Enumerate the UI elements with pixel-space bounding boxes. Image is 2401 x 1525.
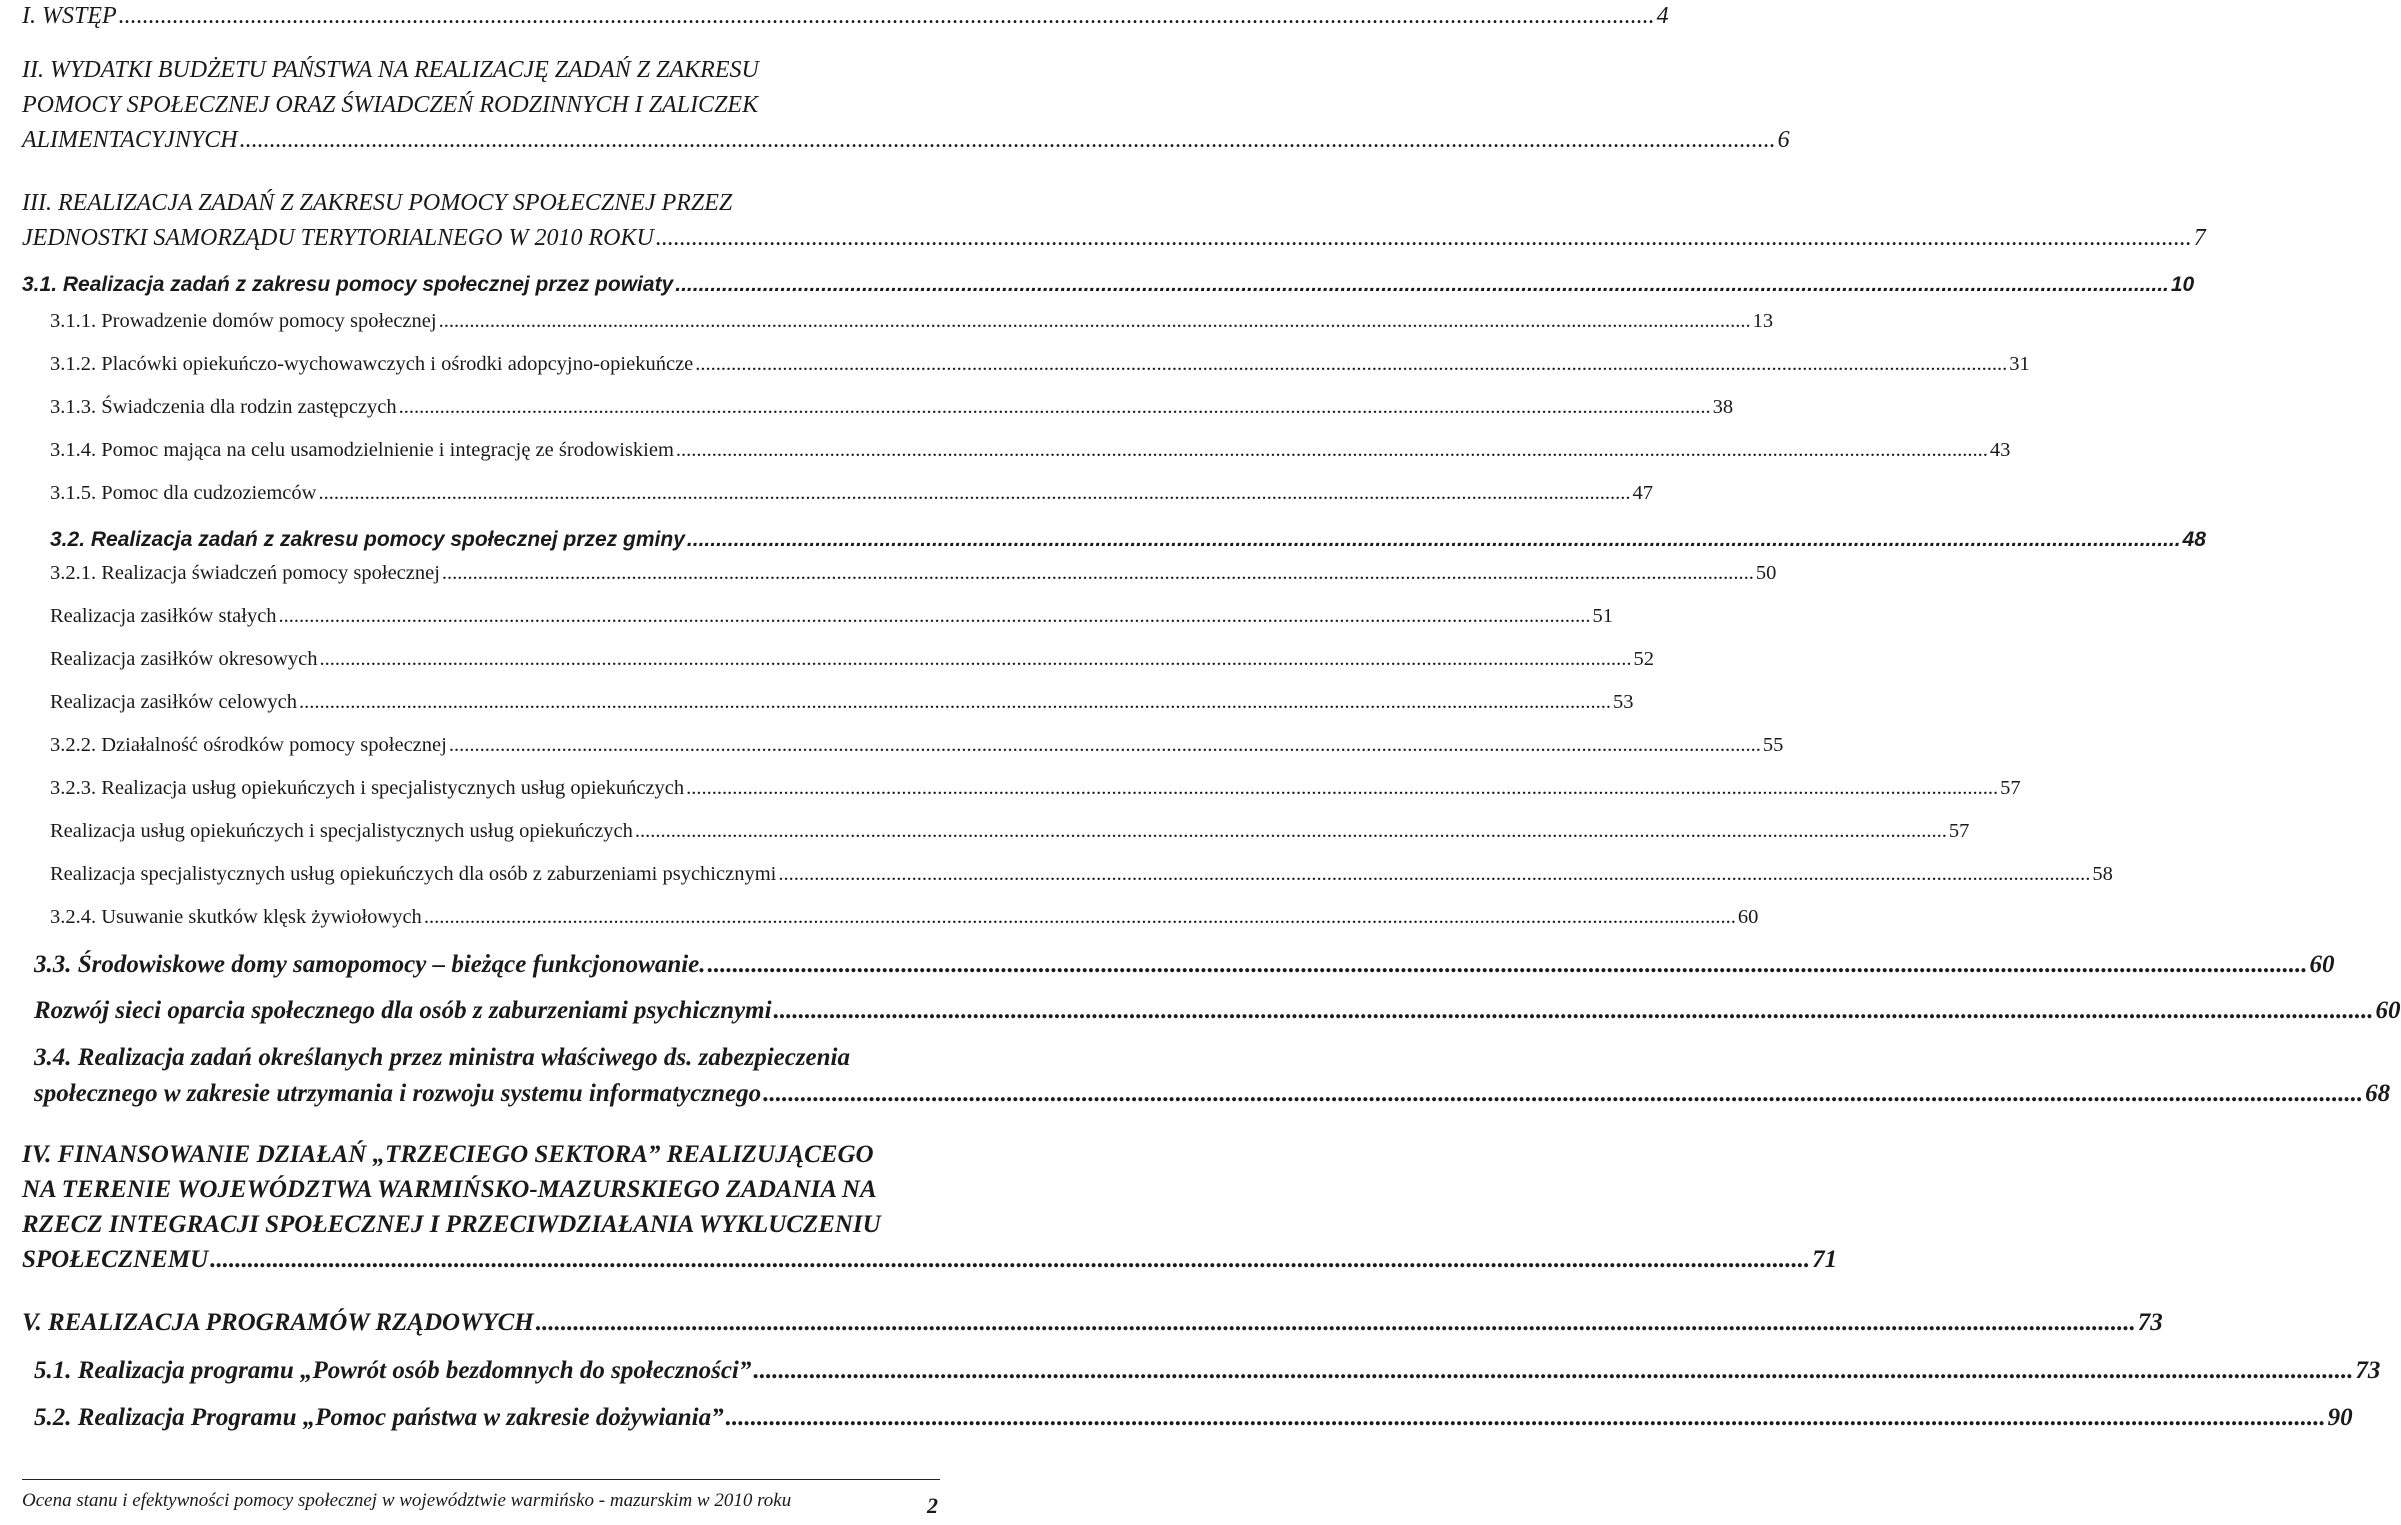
leader-dots bbox=[320, 647, 1632, 672]
leader-dots bbox=[399, 395, 1711, 420]
leader-dots bbox=[210, 1245, 1810, 1275]
toc-entry-3-2-4[interactable] bbox=[50, 905, 1759, 930]
toc-entry-realizacja-zadan[interactable] bbox=[22, 189, 2206, 253]
leader-dots bbox=[676, 438, 1988, 463]
toc-page-number: 71 bbox=[1812, 1246, 1838, 1273]
toc-page-number: 48 bbox=[2182, 528, 2206, 551]
leader-dots bbox=[119, 2, 1655, 31]
toc-page-number: 31 bbox=[2009, 353, 2030, 375]
toc-entry-3-2-1[interactable] bbox=[50, 561, 1777, 586]
toc-entry-title: 3.1. Realizacja zadań z zakresu pomocy społecznej przez powiaty bbox=[22, 273, 674, 296]
leader-dots bbox=[675, 272, 2169, 297]
leader-dots bbox=[708, 950, 2308, 980]
toc-entry-finansowanie[interactable] bbox=[22, 1140, 1838, 1275]
toc-entry-title: II. WYDATKI BUDŻETU PAŃSTWA NA REALIZACJĘ ZADAŃ Z ZAKRESU bbox=[22, 57, 759, 83]
leader-dots bbox=[635, 819, 1947, 844]
toc-entry-title: społecznego w zakresie utrzymania i rozwoju systemu informatycznego bbox=[34, 1080, 762, 1107]
toc-entry-title: Realizacja zasiłków stałych bbox=[50, 605, 277, 627]
toc-entry-wstep[interactable] bbox=[22, 2, 1669, 31]
toc-entry-title: I. WSTĘP bbox=[22, 3, 117, 29]
toc-page-number: 10 bbox=[2170, 273, 2195, 296]
toc-entry-title: Realizacja specjalistycznych usług opiekuńczych dla osób z zaburzeniami psychicznymi bbox=[50, 863, 777, 885]
toc-entry-3-1-3[interactable] bbox=[50, 395, 1734, 420]
toc-entry-3-3[interactable] bbox=[34, 950, 2335, 980]
toc-page-number: 60 bbox=[2375, 997, 2401, 1024]
toc-entry-wydatki[interactable] bbox=[22, 56, 1790, 154]
toc-entry-3-4[interactable] bbox=[34, 1043, 2391, 1109]
leader-dots bbox=[753, 1356, 2353, 1386]
toc-page-number: 51 bbox=[1592, 605, 1614, 627]
leader-dots bbox=[695, 352, 2007, 377]
toc-entry-3-1-4[interactable] bbox=[50, 438, 2011, 463]
toc-entry-3-1-5[interactable] bbox=[50, 481, 1653, 506]
leader-dots bbox=[778, 862, 2090, 887]
leader-dots bbox=[240, 126, 1776, 155]
toc-page-number: 53 bbox=[1613, 691, 1634, 713]
toc-entry-title: 3.2.3. Realizacja usług opiekuńczych i specjalistycznych usług opiekuńczych bbox=[50, 777, 685, 799]
toc-entry-title: ALIMENTACYJNYCH bbox=[22, 126, 238, 153]
toc-entry-title: 3.2. Realizacja zadań z zakresu pomocy społecznej przez gminy bbox=[50, 528, 685, 551]
toc-page-number: 43 bbox=[1989, 439, 2011, 461]
toc-entry-zasilki-celowe[interactable] bbox=[50, 690, 1634, 715]
toc-entry-title: RZECZ INTEGRACJI SPOŁECZNEJ I PRZECIWDZIAŁANIA WYKLUCZENIU bbox=[22, 1211, 881, 1238]
toc-page-number: 57 bbox=[1948, 820, 1970, 842]
leader-dots bbox=[656, 224, 2192, 253]
toc-page-number: 47 bbox=[1632, 482, 1653, 504]
toc-entry-3-1[interactable] bbox=[22, 272, 2195, 297]
toc-entry-title: V. REALIZACJA PROGRAMÓW RZĄDOWYCH bbox=[22, 1309, 534, 1336]
toc-entry-programy-rzadowe[interactable] bbox=[22, 1308, 2163, 1338]
toc-page-number: 58 bbox=[2092, 863, 2113, 885]
toc-page-number: 68 bbox=[2365, 1080, 2391, 1107]
toc-page-number: 57 bbox=[2000, 777, 2021, 799]
toc-entry-title: 3.1.1. Prowadzenie domów pomocy społecznej bbox=[50, 310, 437, 332]
leader-dots bbox=[774, 996, 2374, 1026]
toc-entry-title: NA TERENIE WOJEWÓDZTWA WARMIŃSKO-MAZURSKIEGO ZADANIA NA bbox=[22, 1176, 877, 1203]
toc-entry-title: 3.2.4. Usuwanie skutków klęsk żywiołowych bbox=[50, 906, 422, 928]
leader-dots bbox=[279, 604, 1591, 629]
toc-entry-title: Realizacja zasiłków celowych bbox=[50, 691, 298, 713]
toc-entry-zasilki-stale[interactable] bbox=[50, 604, 1614, 629]
toc-page-number: 4 bbox=[1656, 3, 1669, 29]
toc-entry-3-2[interactable] bbox=[50, 527, 2206, 552]
leader-dots bbox=[726, 1403, 2326, 1433]
leader-dots bbox=[442, 561, 1754, 586]
toc-page-number: 52 bbox=[1633, 648, 1655, 670]
toc-entry-title: 3.2.2. Działalność ośrodków pomocy społecznej bbox=[50, 734, 447, 756]
leader-dots bbox=[686, 776, 1998, 801]
toc-entry-5-1[interactable] bbox=[34, 1356, 2381, 1386]
toc-page-number: 60 bbox=[2309, 951, 2335, 978]
toc-page-number: 73 bbox=[2355, 1357, 2381, 1384]
toc-entry-title: Rozwój sieci oparcia społecznego dla osób z zaburzeniami psychicznymi bbox=[34, 997, 772, 1024]
toc-entry-title: 3.2.1. Realizacja świadczeń pomocy społecznej bbox=[50, 562, 440, 584]
toc-entry-3-1-1[interactable] bbox=[50, 309, 1774, 334]
leader-dots bbox=[687, 527, 2181, 552]
toc-entry-title: 5.2. Realizacja Programu „Pomoc państwa w zakresie dożywiania” bbox=[34, 1404, 724, 1431]
toc-entry-title: III. REALIZACJA ZADAŃ Z ZAKRESU POMOCY SPOŁECZNEJ PRZEZ bbox=[22, 190, 733, 216]
toc-entry-title: 3.4. Realizacja zadań określanych przez ministra właściwego ds. zabezpieczenia bbox=[34, 1044, 851, 1071]
toc-entry-3-2-2[interactable] bbox=[50, 733, 1784, 758]
toc-entry-uslugi-specjalistyczne[interactable] bbox=[50, 862, 2113, 887]
footer-divider bbox=[22, 1479, 940, 1480]
toc-page-number: 50 bbox=[1755, 562, 1777, 584]
toc-entry-title: Realizacja zasiłków okresowych bbox=[50, 648, 318, 670]
toc-entry-title: JEDNOSTKI SAMORZĄDU TERYTORIALNEGO W 2010 ROKU bbox=[22, 224, 654, 251]
toc-entry-5-2[interactable] bbox=[34, 1403, 2353, 1433]
toc-entry-title: SPOŁECZNEMU bbox=[22, 1246, 209, 1273]
toc-entry-title: 3.1.4. Pomoc mająca na celu usamodzielnienie i integrację ze środowiskiem bbox=[50, 439, 674, 461]
toc-entry-title: IV. FINANSOWANIE DZIAŁAŃ „TRZECIEGO SEKTORA” REALIZUJĄCEGO bbox=[22, 1141, 874, 1168]
footer-caption: Ocena stanu i efektywności pomocy społecznej w województwie warmińsko - mazurskim w 2010 roku bbox=[22, 1490, 792, 1511]
leader-dots bbox=[763, 1079, 2363, 1109]
toc-entry-rozwoj-sieci[interactable] bbox=[34, 996, 2401, 1026]
toc-page-number: 90 bbox=[2327, 1404, 2353, 1431]
leader-dots bbox=[299, 690, 1611, 715]
toc-entry-title: Realizacja usług opiekuńczych i specjalistycznych usług opiekuńczych bbox=[50, 820, 633, 842]
leader-dots bbox=[424, 905, 1736, 930]
toc-entry-title: 3.1.5. Pomoc dla cudzoziemców bbox=[50, 482, 317, 504]
toc-entry-title: 5.1. Realizacja programu „Powrót osób bezdomnych do społeczności” bbox=[34, 1357, 752, 1384]
toc-entry-3-1-2[interactable] bbox=[50, 352, 2030, 377]
toc-entry-title: 3.1.2. Placówki opiekuńczo-wychowawczych i ośrodki adopcyjno-opiekuńcze bbox=[50, 353, 694, 375]
toc-page-number: 55 bbox=[1762, 734, 1784, 756]
toc-entry-zasilki-okresowe[interactable] bbox=[50, 647, 1655, 672]
toc-page-number: 13 bbox=[1752, 310, 1774, 332]
footer-page-number: 2 bbox=[927, 1493, 938, 1518]
leader-dots bbox=[449, 733, 1761, 758]
leader-dots bbox=[439, 309, 1751, 334]
toc-page-number: 73 bbox=[2137, 1309, 2163, 1336]
toc-entry-uslugi-opiekuncze[interactable] bbox=[50, 819, 1970, 844]
toc-entry-title: 3.1.3. Świadczenia dla rodzin zastępczych bbox=[50, 396, 397, 418]
toc-entry-title: POMOCY SPOŁECZNEJ ORAZ ŚWIADCZEŃ RODZINNYCH I ZALICZEK bbox=[22, 91, 759, 118]
toc-page-number: 6 bbox=[1777, 126, 1790, 153]
toc-entry-3-2-3[interactable] bbox=[50, 776, 2021, 801]
toc-page-number: 38 bbox=[1712, 396, 1734, 418]
toc-page-number: 60 bbox=[1737, 906, 1759, 928]
leader-dots bbox=[536, 1308, 2136, 1338]
leader-dots bbox=[318, 481, 1630, 506]
toc-page-number: 7 bbox=[2193, 224, 2206, 251]
toc-entry-title: 3.3. Środowiskowe domy samopomocy – bieżące funkcjonowanie. bbox=[34, 951, 706, 978]
